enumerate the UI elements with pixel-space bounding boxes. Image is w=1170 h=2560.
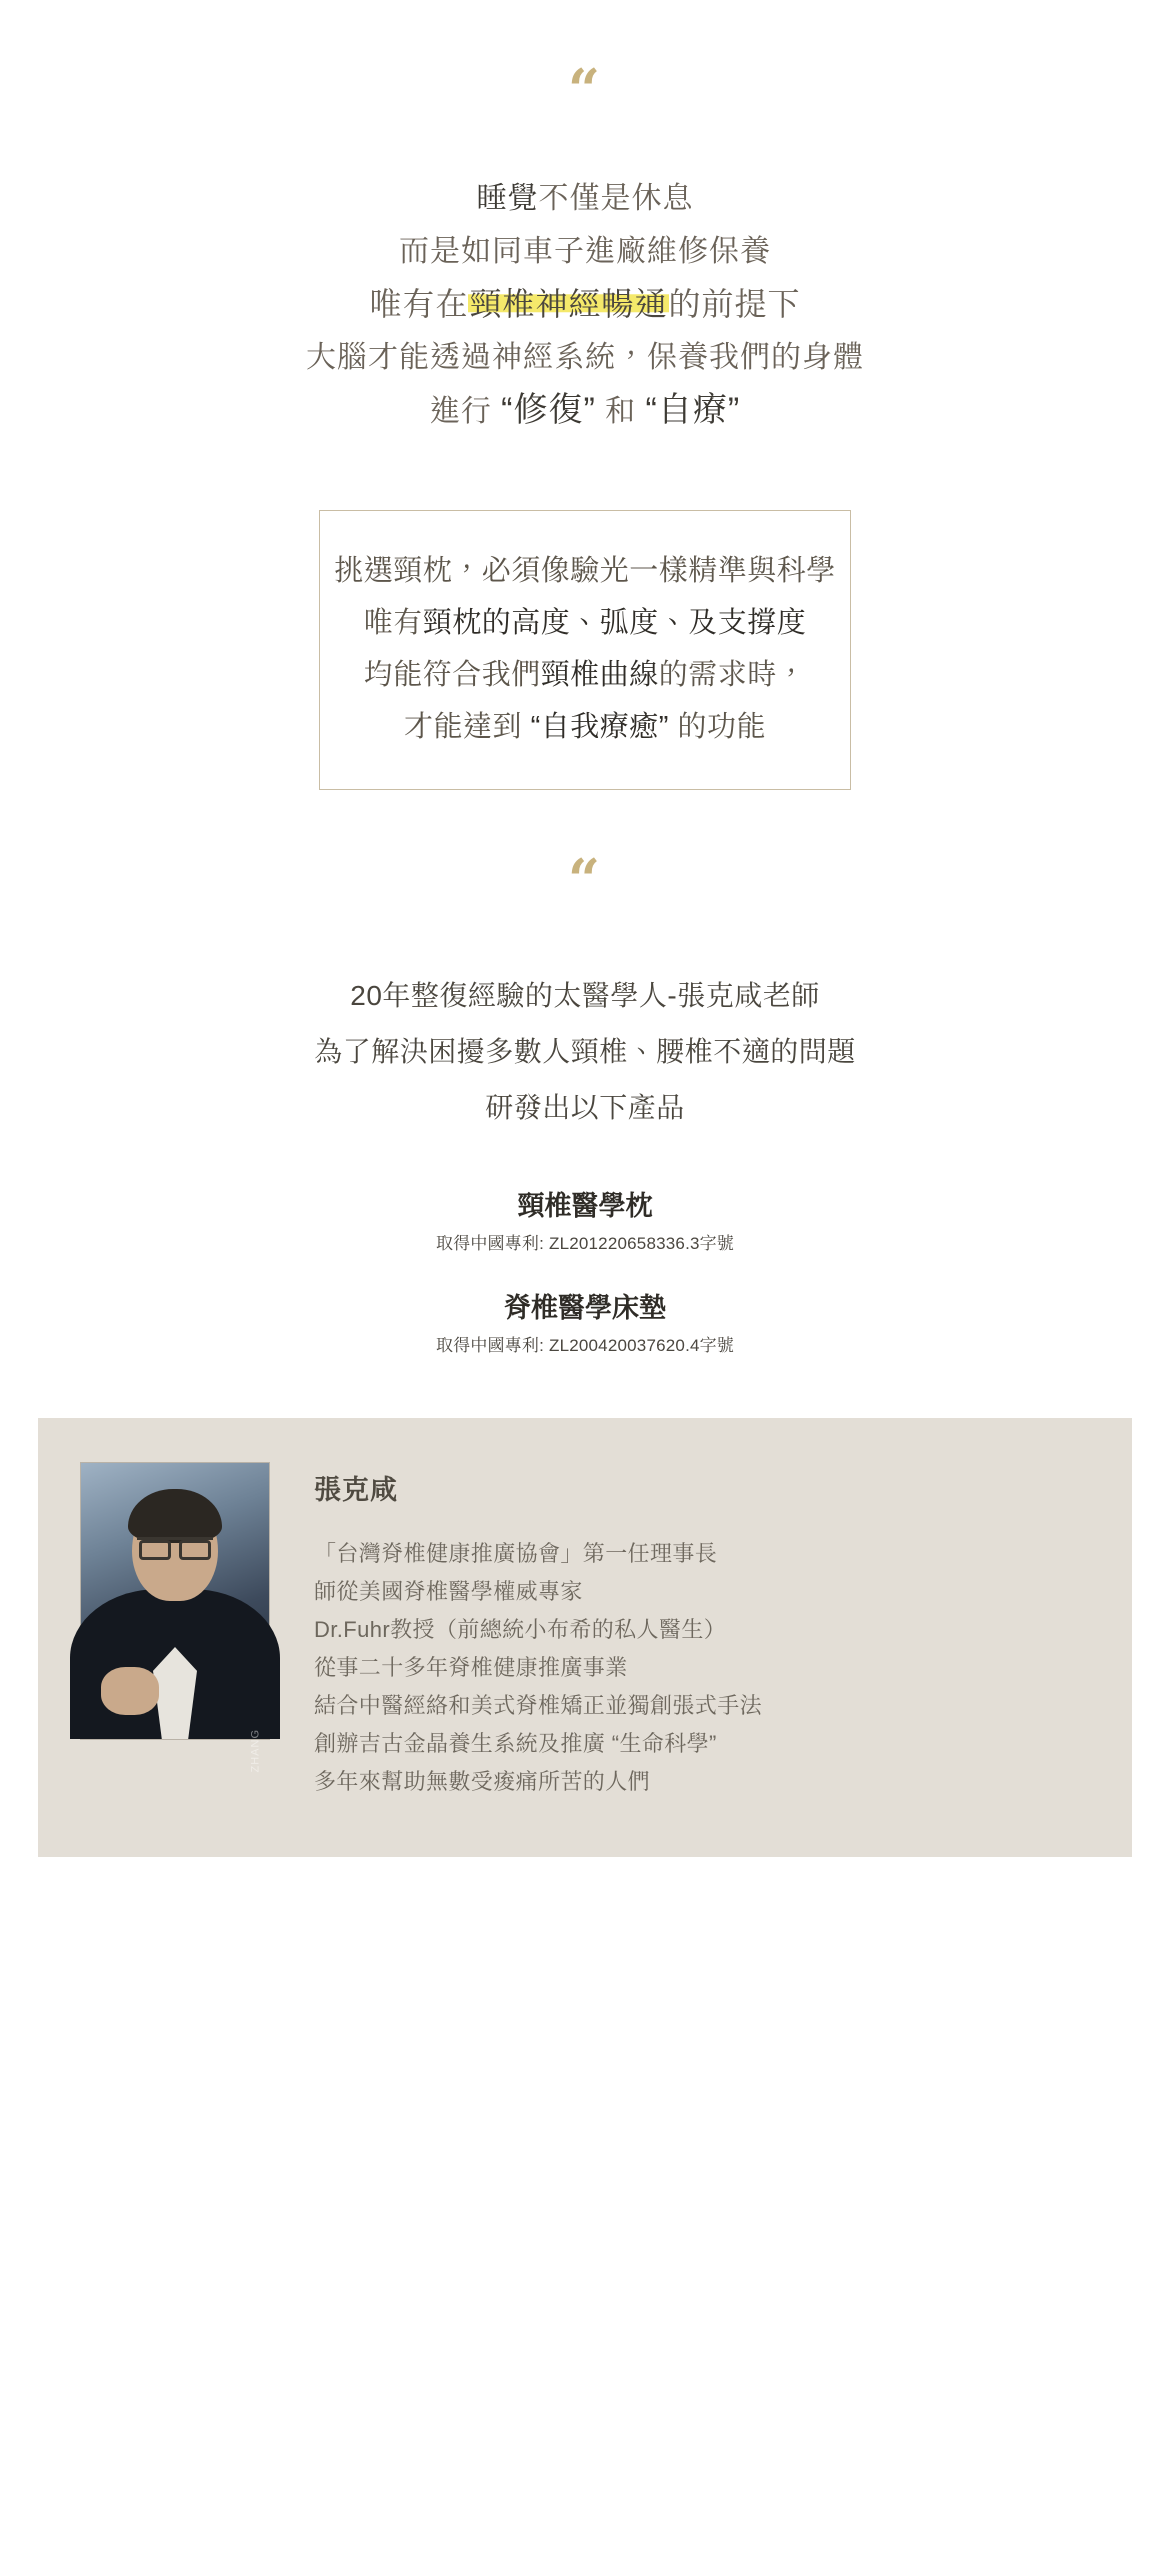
poem-line-5-part-3: 和 [595, 395, 646, 428]
frame-line [320, 701, 850, 753]
profile-bio-line: 從事二十多年脊椎健康推廣事業 [314, 1655, 628, 1680]
profile-name: 張克咸 [314, 1475, 398, 1505]
glasses-icon [137, 1537, 213, 1556]
poem-line-4-part-1: 大腦才能透過神經系統，保養我們的身體 [306, 341, 864, 374]
poem-line-5-quote-2: “自療” [645, 391, 741, 429]
intro-line: 研發出以下產品 [485, 1092, 685, 1123]
profile-bio-line: 結合中醫經絡和美式脊椎矯正並獨創張式手法 [314, 1693, 763, 1718]
poem-line-2-part-1: 而是如同車子進廠維修保養 [399, 235, 771, 268]
poem-line [0, 384, 1170, 438]
product-name: 頸椎醫學枕 [517, 1191, 653, 1221]
frame-line [320, 649, 850, 701]
poem-line-1-part-1: 睡覺 [476, 182, 539, 215]
photo-watermark: ZHANG [249, 1729, 261, 1773]
poem-line [0, 172, 1170, 225]
frame-line-4-strong: “自我療癒” [522, 711, 678, 743]
profile-info [314, 1462, 762, 1801]
intro-block [0, 968, 1170, 1136]
framed-statement-box [319, 510, 851, 790]
quote-mark-icon-top: “ [567, 57, 603, 123]
product-patent: 取得中國專利: ZL200420037620.4字號 [435, 1336, 735, 1355]
intro-line: 20年整復經驗的太醫學人-張克咸老師 [350, 980, 820, 1011]
profile-bio-line: 多年來幫助無數受痠痛所苦的人們 [314, 1769, 651, 1794]
poem-line-5-part-1: 進行 [429, 395, 502, 428]
poem-line [0, 331, 1170, 384]
avatar-hand-shape [101, 1667, 159, 1715]
avatar-hair-shape [128, 1489, 222, 1543]
poem-line-3-highlight: 頸椎神經暢通 [469, 286, 668, 322]
intro-line: 為了解決困擾多數人頸椎、腰椎不適的問題 [314, 1036, 856, 1067]
product-item [0, 1286, 1170, 1362]
frame-line-3-strong: 頸椎曲線 [540, 659, 659, 691]
avatar [80, 1462, 270, 1773]
poem-line-3-part-1: 唯有在 [369, 286, 469, 322]
poem-line-1-part-2: 不僅是休息 [538, 182, 694, 215]
product-name: 脊椎醫學床墊 [504, 1293, 666, 1323]
profile-photo-wrap [80, 1462, 270, 1773]
frame-line [320, 597, 850, 649]
frame-line-2-part-1: 唯有 [363, 607, 423, 639]
profile-bio-line: 師從美國脊椎醫學權威專家 [314, 1579, 583, 1604]
frame-line [320, 545, 850, 597]
frame-line-2-strong: 頸枕的高度、弧度、及支撐度 [422, 607, 807, 639]
frame-line-3-part-3: 的需求時， [658, 659, 807, 691]
profile-bio-line: 「台灣脊椎健康推廣協會」第一任理事長 [314, 1541, 718, 1566]
poem-line [0, 278, 1170, 331]
poem-line-3-part-3: 的前提下 [668, 286, 801, 322]
product-item [0, 1184, 1170, 1260]
product-patent: 取得中國專利: ZL201220658336.3字號 [435, 1234, 735, 1253]
frame-line-4-part-1: 才能達到 [404, 711, 523, 743]
poem-line-5-quote-1: “修復” [501, 391, 596, 429]
profile-bio-line: Dr.Fuhr教授（前總統小布希的私人醫生） [314, 1617, 727, 1642]
frame-line-4-part-3: 的功能 [677, 711, 766, 743]
profile-bio-line: 創辦吉古金晶養生系統及推廣 “生命科學” [314, 1731, 717, 1756]
poem-block [0, 172, 1170, 438]
quote-mark-icon-bottom: “ [567, 847, 603, 913]
frame-line-1-part-1: 挑選頸枕，必須像驗光一樣精準與科學 [334, 555, 836, 587]
profile-card [38, 1418, 1132, 1857]
poem-line [0, 225, 1170, 278]
product-list [0, 1184, 1170, 1362]
frame-line-3-part-1: 均能符合我們 [363, 659, 541, 691]
